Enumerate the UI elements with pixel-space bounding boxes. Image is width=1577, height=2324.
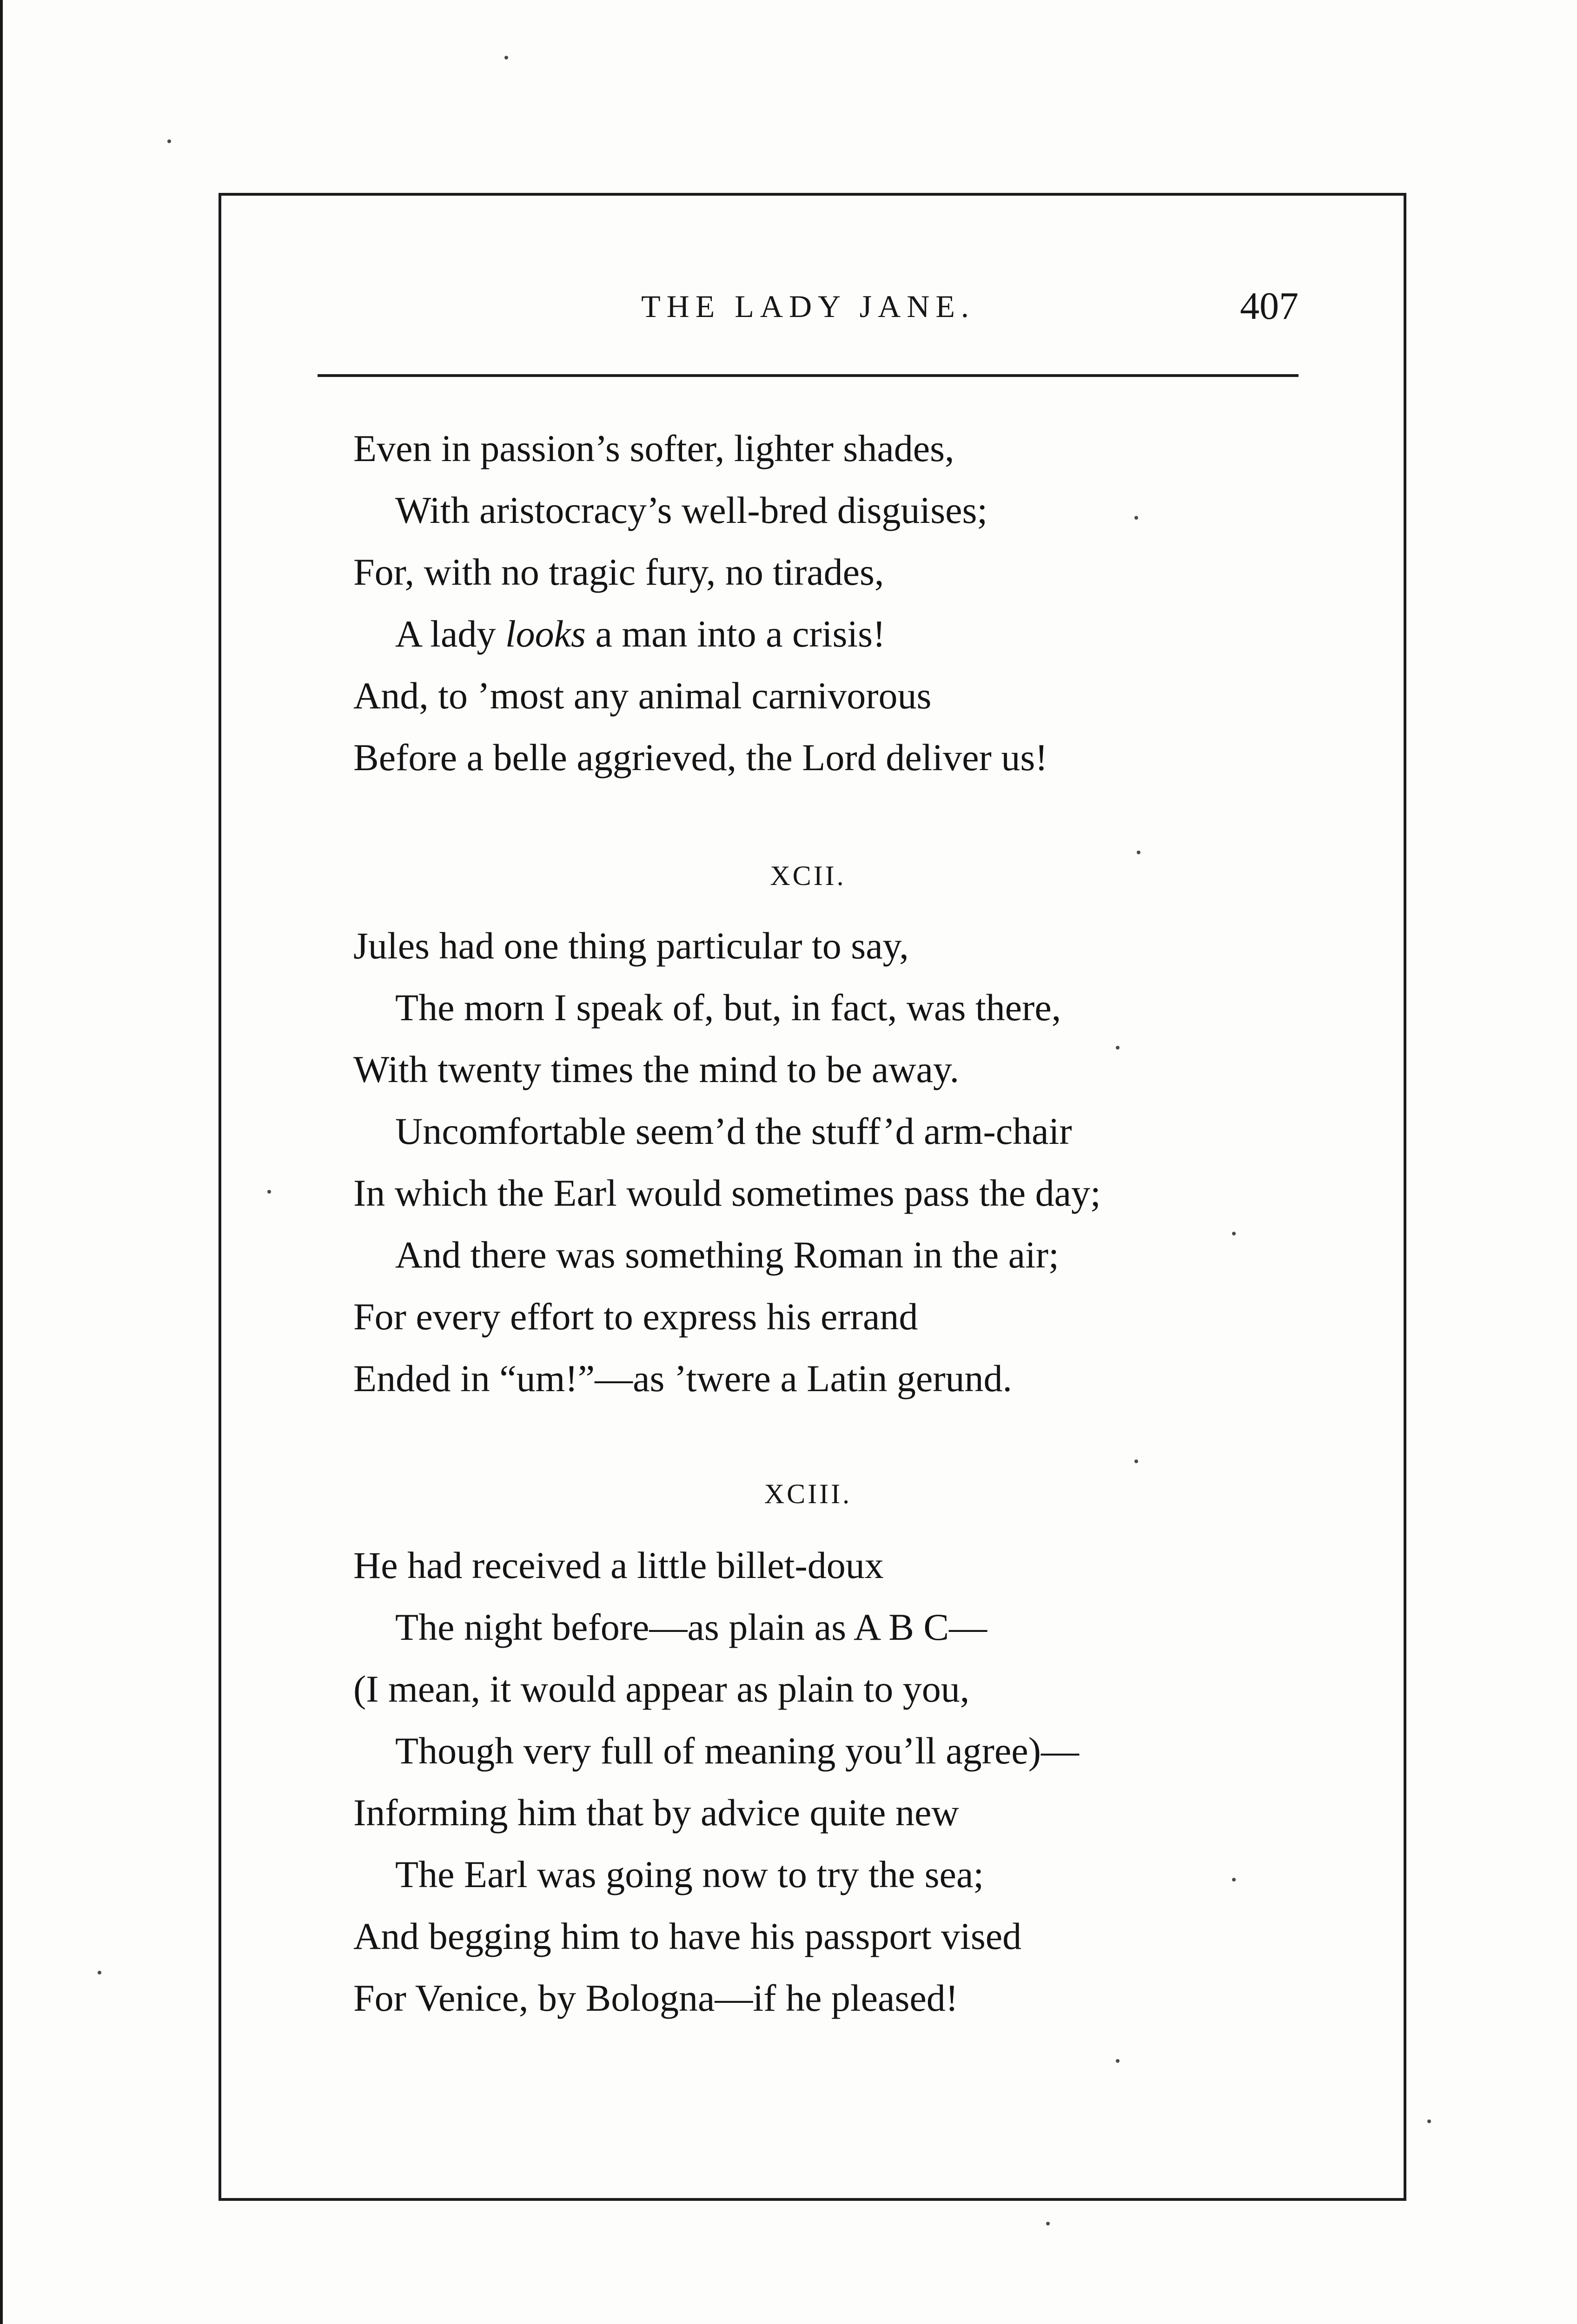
- verse-line: [395, 611, 885, 657]
- scan-speck: [1232, 1878, 1236, 1882]
- page-number: 407: [1240, 284, 1299, 328]
- verse-line: With aristocracy’s well-bred disguises;: [395, 489, 988, 531]
- verse-fragment: A lady: [395, 613, 505, 655]
- scan-speck: [1046, 2222, 1050, 2225]
- verse-line: For every effort to express his errand: [353, 1295, 918, 1338]
- verse-line: Even in passion’s softer, lighter shades,: [353, 427, 954, 469]
- scan-speck: [1427, 2119, 1431, 2123]
- scan-speck: [167, 139, 171, 143]
- verse-line: Informing him that by advice quite new: [353, 1791, 959, 1834]
- verse-line: Though very full of meaning you’ll agree)—: [395, 1730, 1079, 1772]
- scan-speck: [1232, 1232, 1236, 1235]
- verse-line: For, with no tragic fury, no tirades,: [353, 551, 884, 593]
- scan-speck: [98, 1971, 101, 1974]
- verse-line: With twenty times the mind to be away.: [353, 1048, 960, 1090]
- binding-edge: [0, 0, 7, 2324]
- verse-line: Ended in “um!”—as ’twere a Latin gerund.: [353, 1357, 1013, 1400]
- running-head: [318, 284, 1299, 339]
- verse-line: And begging him to have his passport vised: [353, 1915, 1022, 1957]
- verse-fragment: a man into a crisis!: [585, 613, 886, 655]
- scan-speck: [1116, 1046, 1120, 1050]
- verse-line: Uncomfortable seem’d the stuff’d arm-chair: [395, 1110, 1072, 1152]
- verse-line: The night before—as plain as A B C—: [395, 1606, 987, 1648]
- verse-line: He had received a little billet-doux: [353, 1544, 884, 1586]
- verse-line: In which the Earl would sometimes pass the day;: [353, 1172, 1101, 1214]
- scan-speck: [1137, 851, 1140, 854]
- verse-line: And there was something Roman in the air;: [395, 1234, 1059, 1276]
- scan-speck: [504, 56, 508, 59]
- scan-speck: [267, 1190, 271, 1194]
- verse-line: (I mean, it would appear as plain to you,: [353, 1668, 970, 1710]
- verse-line: The Earl was going now to try the sea;: [395, 1853, 984, 1895]
- verse-line: The morn I speak of, but, in fact, was there,: [395, 986, 1061, 1029]
- verse-line: Before a belle aggrieved, the Lord deliver us!: [353, 736, 1048, 779]
- verse-line: For Venice, by Bologna—if he pleased!: [353, 1977, 959, 2019]
- verse-line: And, to ’most any animal carnivorous: [353, 674, 932, 717]
- header-rule: [318, 374, 1299, 377]
- scan-speck: [1134, 516, 1138, 520]
- verse-line: Jules had one thing particular to say,: [353, 924, 909, 967]
- stanza-number: XCIII.: [764, 1479, 852, 1509]
- stanza-number: XCII.: [770, 860, 846, 891]
- italic-word: looks: [505, 613, 586, 655]
- scan-speck: [1134, 1459, 1138, 1463]
- running-title: THE LADY JANE.: [641, 289, 975, 324]
- scan-speck: [1116, 2059, 1120, 2063]
